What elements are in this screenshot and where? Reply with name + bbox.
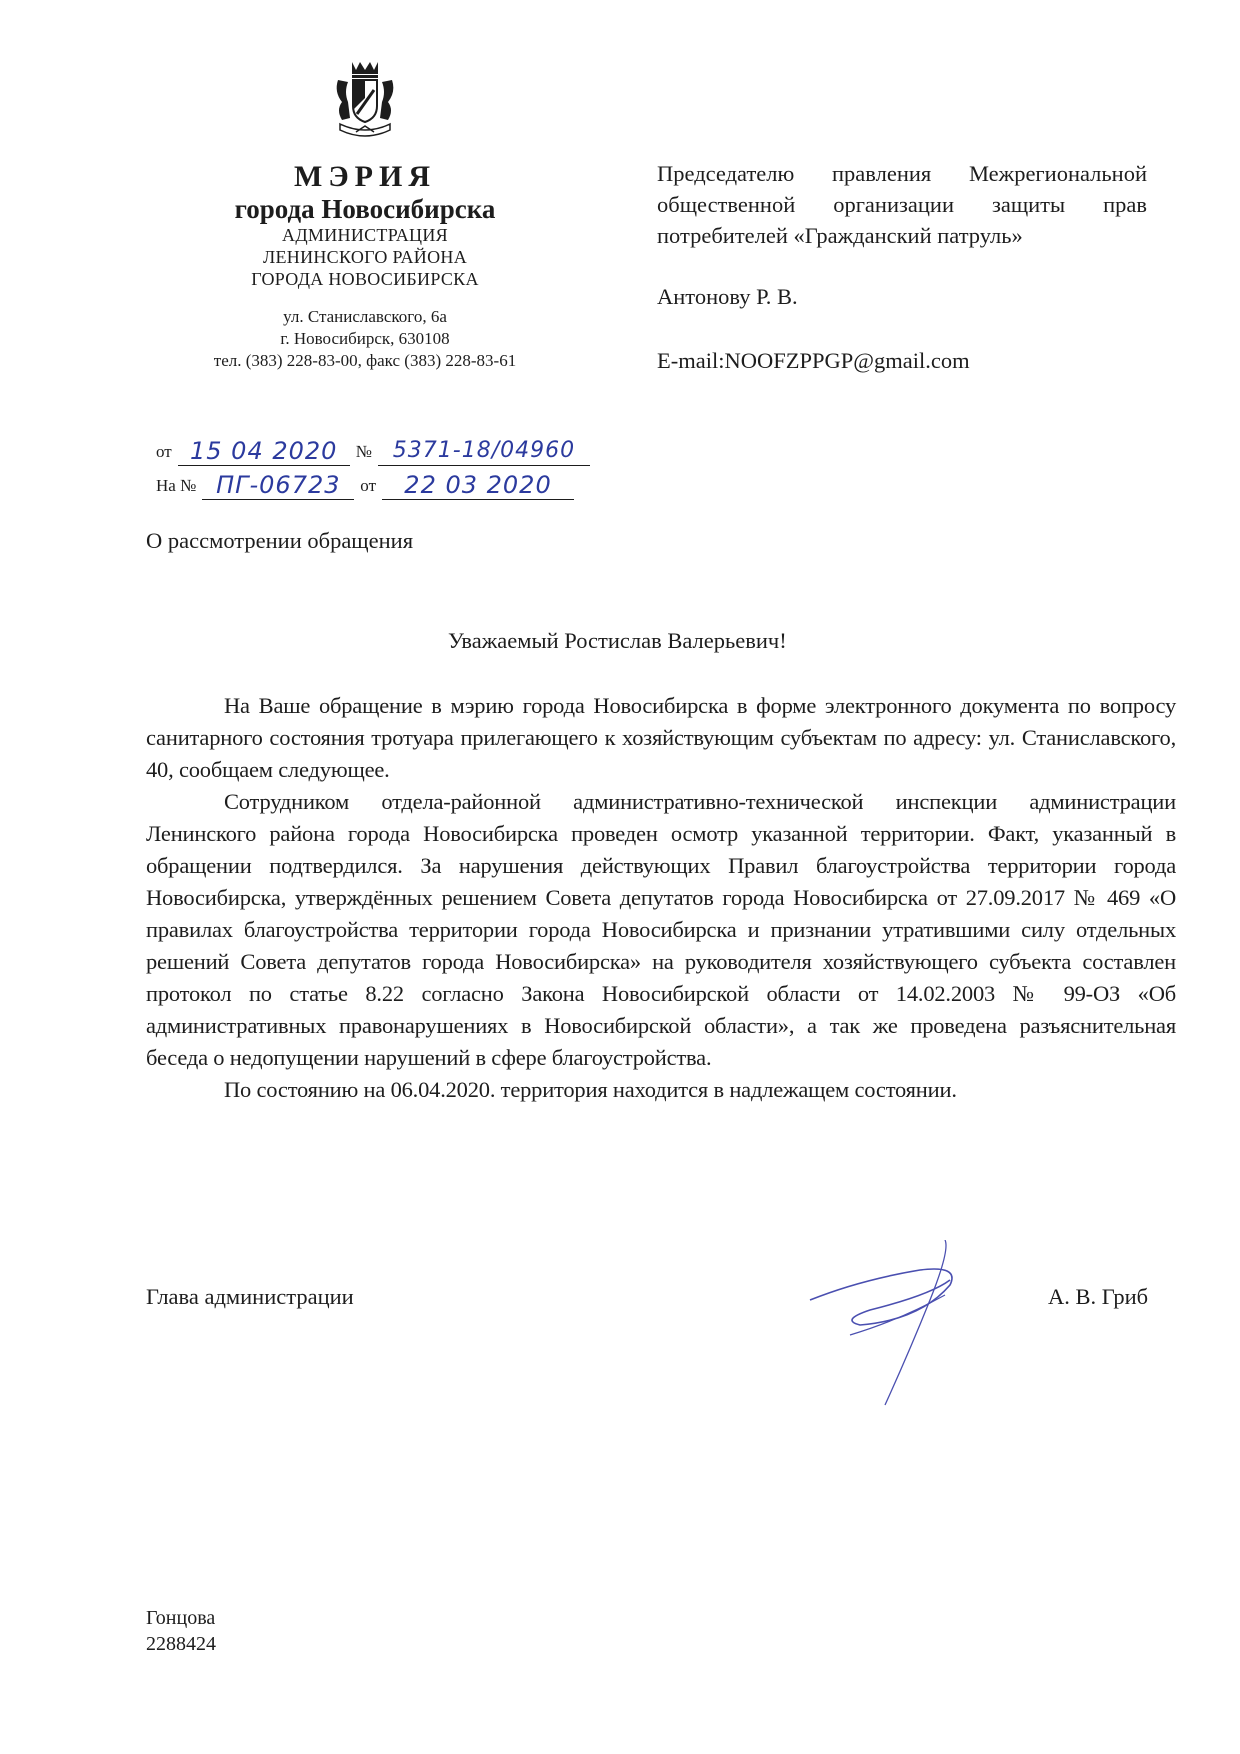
letterhead [140, 58, 590, 372]
address-city: г. Новосибирск, 630108 [280, 329, 450, 348]
org-department-line: ЛЕНИНСКОГО РАЙОНА [262, 247, 468, 267]
addressee-organization: Председателю правления Межрегиональной общественной организации защиты прав потребителей «Гражданский патруль» [657, 161, 1147, 248]
incoming-reference [150, 466, 630, 500]
signatory-name: А. В. Гриб [1048, 1284, 1149, 1309]
addressee-email: E-mail:NOOFZPPGP@gmail.com [657, 348, 970, 373]
body-paragraph: По состоянию на 06.04.2020. территория находится в надлежащем состоянии. [224, 1077, 957, 1102]
reference-block [150, 432, 630, 500]
reply-label: На № [156, 476, 197, 495]
letter-subject: О рассмотрении обращения [146, 528, 414, 553]
org-department-line: АДМИНИСТРАЦИЯ [282, 225, 448, 245]
handwritten-signature-icon [800, 1240, 1030, 1410]
number-label: № [355, 442, 372, 461]
signatory-position: Глава администрации [146, 1284, 354, 1309]
body-paragraph: На Ваше обращение в мэрию города Новосибирска в форме электронного документа по вопросу санитарного состояния тротуара прилегающего к хозяйствующим субъектам по адресу: ул. Станиславского, 40, сообщаем следующее. [146, 693, 1176, 782]
coat-of-arms-icon [330, 58, 400, 148]
letter-body [146, 690, 1176, 1106]
from-label: от [156, 442, 172, 461]
org-city: города Новосибирска [234, 194, 496, 224]
executor-info [146, 1605, 216, 1657]
addressee-block [657, 158, 1147, 376]
body-paragraph: Сотрудником отдела-районной административно-технической инспекции администрации Ленинского района города Новосибирска проведен осмотр указанной территории. Факт, указанный в обращении подтвердился. За нарушения действующих Правил благоустройства территории города Новосибирска, утверждённых решением Совета депутатов города Новосибирска от 27.09.2017 № 469 «О правилах благоустройства территории города Новосибирска и признании утратившими силу отдельных решений Совета депутатов города Новосибирска» на руководителя хозяйствующего субъекта составлен протокол по статье 8.22 согласно Закона Новосибирской области от 14.02.2003 № 99-ОЗ «Об административных правонарушениях в Новосибирской области», а так же проведена разъяснительная беседа о недопущении нарушений в сфере благоустройства. [146, 789, 1176, 1070]
outgoing-number: 5371-18/04960 [378, 437, 590, 466]
org-title: МЭРИЯ [294, 160, 436, 193]
address-street: ул. Станиславского, 6а [283, 307, 447, 326]
incoming-date: 22 03 2020 [382, 471, 574, 500]
executor-name: Гонцова [146, 1607, 216, 1629]
outgoing-date: 15 04 2020 [178, 437, 350, 466]
addressee-name: Антонову Р. В. [657, 284, 798, 309]
executor-phone: 2288424 [146, 1633, 216, 1655]
reply-from-label: от [360, 476, 377, 495]
address-phone: тел. (383) 228-83-00, факс (383) 228-83-61 [213, 351, 517, 370]
salutation: Уважаемый Ростислав Валерьевич! [448, 628, 787, 653]
org-address [140, 306, 590, 372]
incoming-number: ПГ-06723 [202, 471, 354, 500]
org-department-line: ГОРОДА НОВОСИБИРСКА [251, 269, 479, 289]
outgoing-reference [150, 432, 630, 466]
